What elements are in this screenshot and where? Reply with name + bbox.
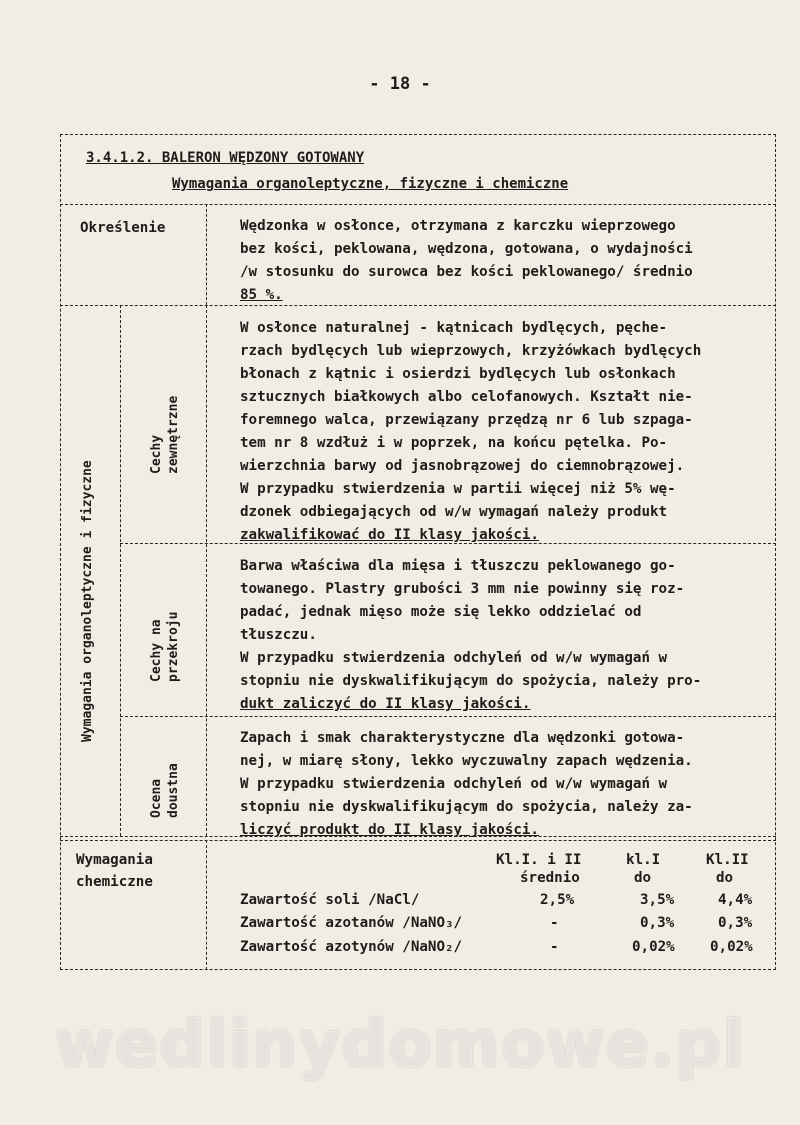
chemical-label-line1: Wymagania <box>76 852 153 868</box>
divider-row-2 <box>120 716 776 717</box>
row-line: stopniu nie dyskwalifikującym do spożycia, należy pro- <box>240 673 702 689</box>
chemical-col-kl1-header: kl.I <box>626 852 661 868</box>
definition-line: Wędzonka w osłonce, otrzymana z karczku wieprzowego <box>240 218 676 234</box>
row-line: tłuszczu. <box>240 627 317 643</box>
row-line: W osłonce naturalnej - kątnicach bydlęcych, pęche- <box>240 320 668 336</box>
row-line: Barwa właściwa dla mięsa i tłuszczu peklowanego go- <box>240 558 676 574</box>
chemical-item-kl1: 3,5% <box>640 892 675 908</box>
chemical-label-line2: chemiczne <box>76 874 153 890</box>
vdivider-chemical <box>206 840 207 970</box>
row-line: W przypadku stwierdzenia odchyleń od w/w wymagań w <box>240 776 668 792</box>
row-line: nej, w miarę słony, lekko wyczuwalny zapach wędzenia. <box>240 753 693 769</box>
chemical-col-avg-subheader: średnio <box>520 870 580 886</box>
section-title: 3.4.1.2. BALERON WĘDZONY GOTOWANY <box>86 150 365 166</box>
chemical-item-avg: - <box>550 939 559 955</box>
row-line: liczyć produkt do II klasy jakości. <box>240 822 539 838</box>
row-line: zakwalifikować do II klasy jakości. <box>240 527 539 543</box>
chemical-item-kl1: 0,3% <box>640 915 675 931</box>
organoleptic-group-label: Wymagania organoleptyczne i fizyczne <box>80 460 95 742</box>
row-line: padać, jednak mięso może się lekko oddzielać od <box>240 604 642 620</box>
row-line: W przypadku stwierdzenia w partii więcej niż 5% wę- <box>240 481 676 497</box>
row-line: stopniu nie dyskwalifikującym do spożycia, należy za- <box>240 799 693 815</box>
definition-line: bez kości, peklowana, wędzona, gotowana, o wydajności <box>240 241 693 257</box>
chemical-item-name: Zawartość azotanów /NaNO₃/ <box>240 915 463 931</box>
row-line: wierzchnia barwy od jasnobrązowej do ciemnobrązowej. <box>240 458 685 474</box>
chemical-item-name: Zawartość azotynów /NaNO₂/ <box>240 939 463 955</box>
chemical-col-kl2-header: Kl.II <box>706 852 749 868</box>
chemical-item-kl1: 0,02% <box>632 939 675 955</box>
vdivider-group <box>120 305 121 836</box>
chemical-col-avg-header: Kl.I. i II <box>496 852 582 868</box>
chemical-item-name: Zawartość soli /NaCl/ <box>240 892 420 908</box>
row-label-cross-section: Cechy na przekroju <box>149 611 181 682</box>
chemical-item-kl2: 0,02% <box>710 939 753 955</box>
row-label-taste: Ocena doustna <box>149 763 181 818</box>
row-line: sztucznych białkowych albo celofanowych. Kształt nie- <box>240 389 693 405</box>
chemical-item-avg: - <box>550 915 559 931</box>
row-line: W przypadku stwierdzenia odchyleń od w/w wymagań w <box>240 650 668 666</box>
vdivider-definition <box>206 204 207 305</box>
definition-line: 85 %. <box>240 287 283 303</box>
chemical-item-kl2: 4,4% <box>718 892 753 908</box>
definition-label: Określenie <box>80 220 166 236</box>
definition-line: /w stosunku do surowca bez kości peklowanego/ średnio <box>240 264 693 280</box>
row-line: tem nr 8 wzdłuż i w poprzek, na końcu pętelka. Po- <box>240 435 668 451</box>
chemical-item-avg: 2,5% <box>540 892 575 908</box>
row-line: błonach z kątnic i osierdzi bydlęcych lub osłonkach <box>240 366 676 382</box>
row-label-external: Cechy zewnętrzne <box>149 395 181 474</box>
row-line: foremnego walca, przewiązany przędzą nr 6 lub szpaga- <box>240 412 693 428</box>
chemical-col-kl2-subheader: do <box>716 870 734 886</box>
page-number: - 18 - <box>369 74 431 94</box>
row-line: Zapach i smak charakterystyczne dla wędzonki gotowa- <box>240 730 685 746</box>
divider-definition <box>60 305 776 306</box>
divider-header <box>60 204 776 205</box>
row-line: dukt zaliczyć do II klasy jakości. <box>240 696 531 712</box>
row-line: towanego. Plastry grubości 3 mm nie powinny się roz- <box>240 581 685 597</box>
section-subtitle: Wymagania organoleptyczne, fizyczne i chemiczne <box>172 176 569 192</box>
row-line: dzonek odbiegających od w/w wymagań należy produkt <box>240 504 668 520</box>
chemical-col-kl1-subheader: do <box>634 870 652 886</box>
watermark: wedlinydomowe.pl <box>54 1008 746 1082</box>
vdivider-rows <box>206 305 207 836</box>
chemical-item-kl2: 0,3% <box>718 915 753 931</box>
row-line: rzach bydlęcych lub wieprzowych, krzyżówkach bydlęcych <box>240 343 702 359</box>
